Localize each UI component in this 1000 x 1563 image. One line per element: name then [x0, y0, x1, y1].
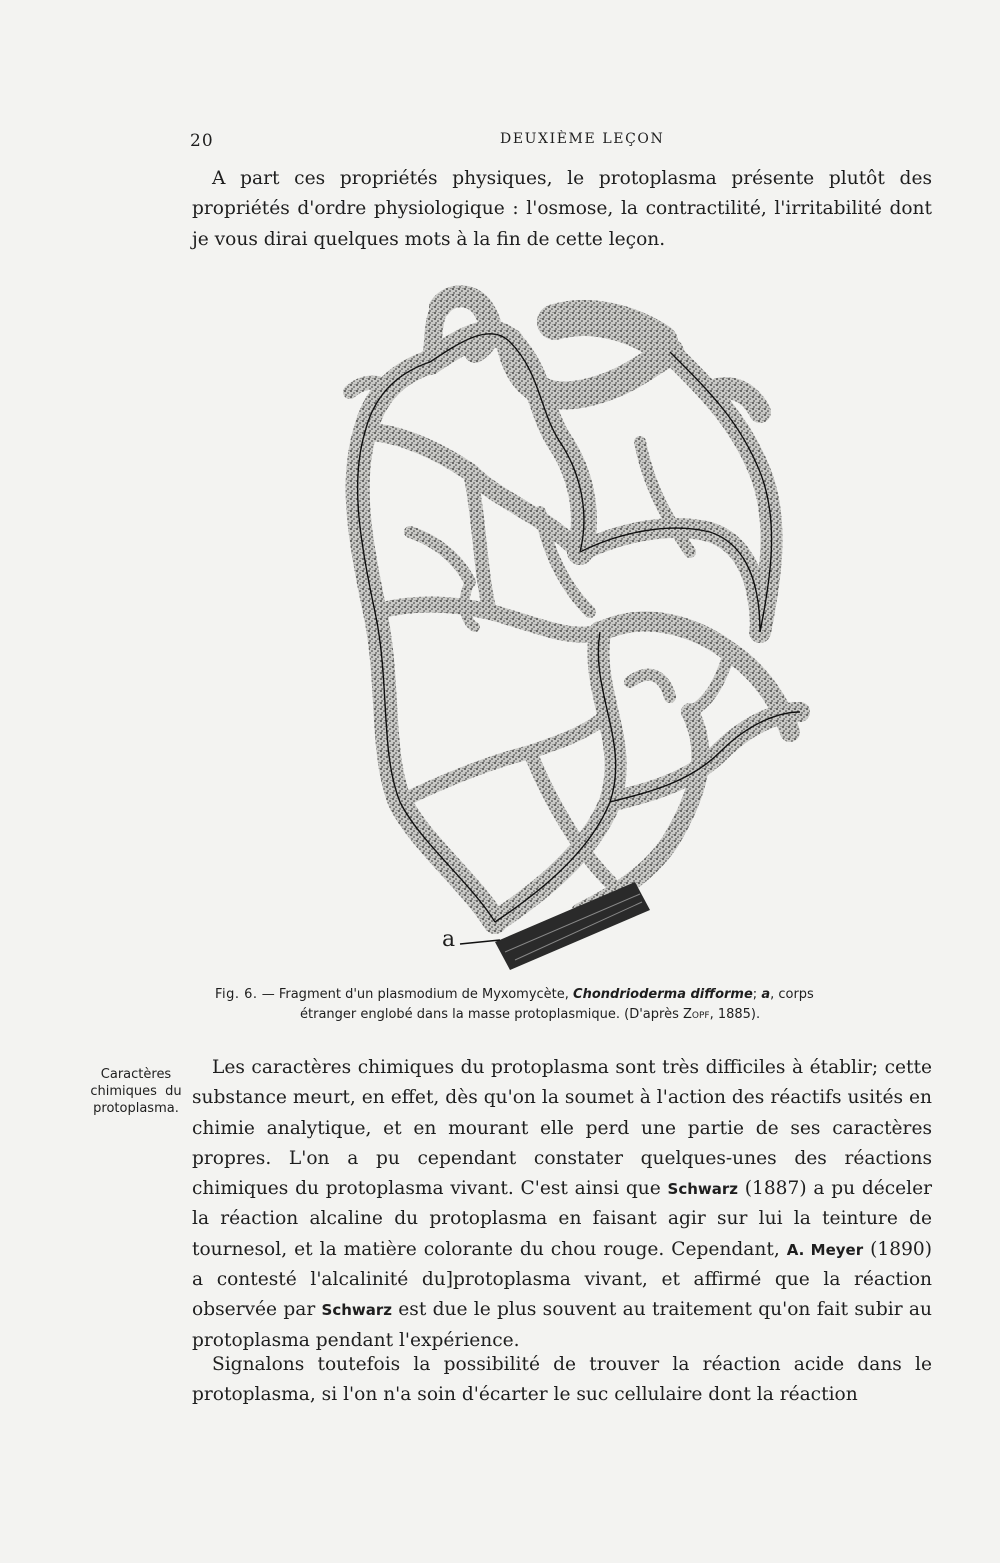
p1-text-3: (1890) a contesté l'alcalinité du]protoplasma vivant, et affirmé que la réaction observée par — [192, 1238, 932, 1321]
p1-text-4: est due le plus souvent au traitement qu'on fait subir au protoplasma pendant l'expérience. — [192, 1299, 932, 1351]
p2-text: Signalons toutefois la possibilité de trouver la réaction acide dans le protoplasma, si l'on n'a soin d'écarter le suc cellulaire dont la réaction — [192, 1354, 932, 1406]
running-title: DEUXIÈME LEÇON — [500, 131, 665, 147]
author-meyer: A. Meyer — [786, 1240, 864, 1259]
intro-text: A part ces propriétés physiques, le protoplasma présente plutôt des propriétés d'ordre physiologique : l'osmose, la contractilité, l'irritabilité dont je vous dirai quelques mots à la fin de cette leçon. — [192, 168, 932, 250]
plasmodium-drawing — [290, 282, 840, 977]
intro-paragraph — [192, 164, 932, 255]
plasmodium-illustration — [290, 282, 840, 977]
page-number: 20 — [190, 131, 214, 151]
author-schwarz: Schwarz — [667, 1180, 738, 1199]
caption-a-label: a — [761, 987, 771, 1002]
p1-text-1: Les caractères chimiques du protoplasma sont très difficiles à établir; cette substance meurt, en effet, dès qu'on la soumet à l'action des réactifs usités en chimie analytique, et en mourant elle perd une partie de ses caractères propres. L'on a pu cependant constater quelques-unes des réactions chimiques du protoplasma vivant. C'est ainsi que — [192, 1057, 932, 1200]
caption-text-4: étranger englobé dans la masse protoplasmique. (D'après — [300, 1007, 683, 1022]
caption-text-3: , corps — [770, 987, 814, 1002]
p1-text-2: (1887) a pu déceler la réaction alcaline du protoplasma en faisant agir sur lui la teinture de tournesol, et la matière colorante du chou rouge. Cependant, — [192, 1178, 932, 1260]
caption-text-1: — Fragment d'un plasmodium de Myxomycète, — [257, 987, 574, 1002]
caption-text-2: ; — [752, 987, 762, 1002]
margin-note-line-1: Caractères — [100, 1067, 172, 1082]
margin-note — [80, 1066, 192, 1117]
caption-text-5: , 1885). — [709, 1007, 761, 1022]
author-schwarz-2: Schwarz — [321, 1301, 392, 1320]
figure-number: Fig. 6. — [215, 987, 258, 1002]
figure-label-a: a — [442, 927, 456, 952]
margin-note-line-3: protoplasma. — [93, 1101, 179, 1116]
figure-caption — [215, 985, 920, 1025]
caption-author: Zopf — [682, 1007, 710, 1022]
margin-note-line-2: chimiques du — [90, 1084, 182, 1099]
body-paragraph-1 — [192, 1053, 932, 1356]
caption-line-2 — [215, 1005, 920, 1025]
body-paragraph-2 — [192, 1350, 932, 1411]
label-a-leader — [460, 940, 500, 944]
caption-species: Chondrioderma difforme — [573, 987, 753, 1002]
